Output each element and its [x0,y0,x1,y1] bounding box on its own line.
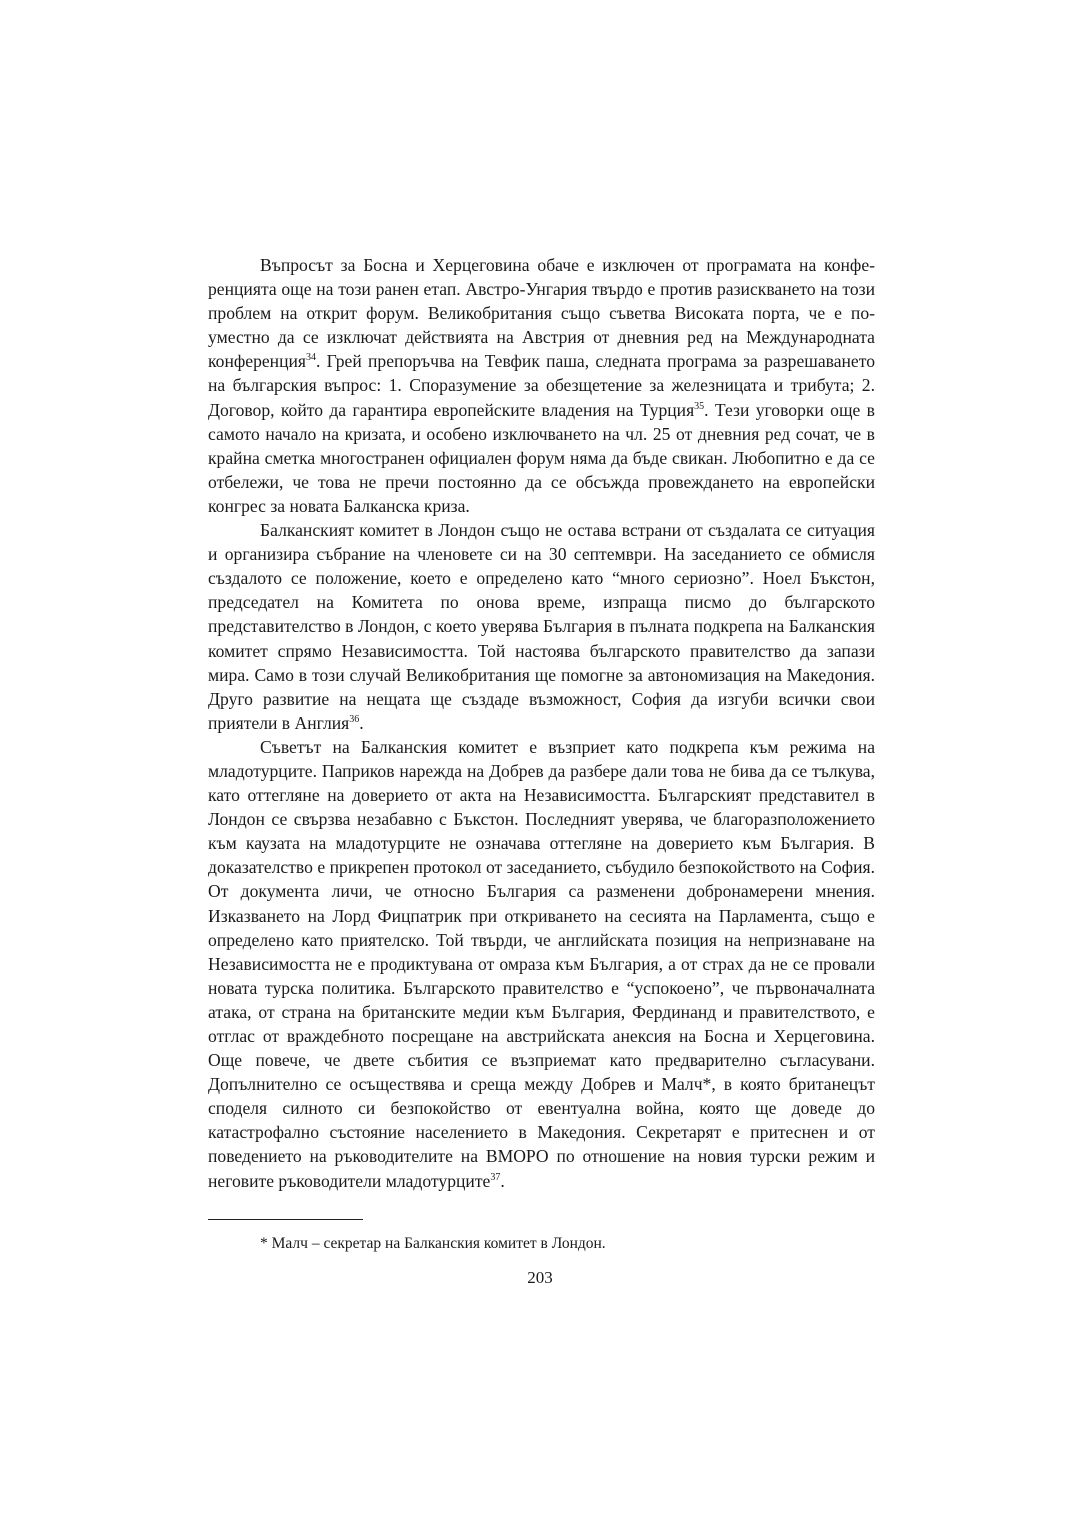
footnote-ref-37: 37 [490,1171,501,1183]
paragraph-text: Въпросът за Босна и Херцеговина обаче е изключен от програмата на конференцията още на този ранен етап. Австро-Унгария твърдо е против разискването на този проблем на открит форум. Великобритания също съветва Високата порта, че е по-уместно да се изключат действията на Австрия от дневния ред на Международната конференция [208,255,875,372]
footnote: * Малч – секретар на Балканския комитет в Лондон. [260,1235,606,1252]
body-text [208,253,875,1193]
footnote-divider [208,1219,363,1220]
footnote-ref-34: 34 [306,352,317,364]
paragraph [208,253,875,518]
paragraph-text: . [359,712,364,733]
paragraph-text: . Тези уговорки още в самото начало на кризата, и особено изключването на чл. 25 от дневния ред сочат, че в крайна сметка многостранен официален форум няма да бъде свикан. Любопитно е да се отбележи, че това не пречи постоянно да се обсъжда провеждането на европейски конгрес за новата Балканска криза. [208,399,875,516]
footnote-ref-36: 36 [349,713,360,725]
paragraph-text: Съветът на Балканския комитет е възприет като подкрепа към режима на младотурците. Паприков нарежда на Добрев да разбере дали това не бива да се тълкува, като оттегляне на доверието от акта на Независимостта. Българският представител в Лондон се свързва незабавно с Бъкстон. Последният уверява, че благоразположението към каузата на младотурците не означава оттегляне на доверието към България. В доказателство е прикрепен протокол от заседанието, събудило безпокойството на София. От документа личи, че относно България са разменени добронамерени мнения. Изказването на Лорд Фицпатрик при откриването на сесията на Парламента, също е определено като приятелско. Той твърди, че английската позиция на непризнаване на Независимостта не е продиктувана от омраза към България, а от страх да не се провали новата турска политика. Българското правителство е “успокоено”, че първоначалната атака, от страна на британските медии към България, Фердинанд и правителството, е отглас от враждебното посрещане на австрийската анексия на Босна и Херцеговина. Още повече, че двете събития се възприемат като предварително съгласувани. Допълнително се осъществява и среща между Добрев и Малч*, в която британецът споделя силното си безпокойство от евентуална война, която ще доведе до катастрофално състояние населението в Македония. Секретарят е притеснен и от поведението на ръководителите на ВМОРО по отношение на новия турски режим и неговите ръководители младотурците [208,736,875,1191]
paragraph-text: . [500,1170,505,1191]
page-number: 203 [527,1268,553,1287]
paragraph-text: . Грей препоръчва на Тевфик паша, следната програма за разрешаването на българския въпрос: 1. Споразумение за обезщетение за железницата и трибута; 2. Договор, който да гарантира европейските владения на Турция [208,351,875,420]
paragraph-text: Балканският комитет в Лондон също не остава встрани от създалата се ситуация и организира събрание на членовете си на 30 септември. На заседанието се обмисля създалото се положение, което е определено като “много сериозно”. Ноел Бъкстон, председател на Комитета по онова време, изпраща писмо до българското представителство в Лондон, с което уверява България в пълната подкрепа на Балканския комитет спрямо Независимостта. Той настоява българското правителство да запази мира. Само в този случай Великобритания ще помогне за автономизация на Македония. Друго развитие на нещата ще създаде възможност, София да изгуби всички свои приятели в Англия [208,520,875,733]
paragraph [208,518,875,735]
footnote-ref-35: 35 [694,400,705,412]
paragraph [208,735,875,1193]
